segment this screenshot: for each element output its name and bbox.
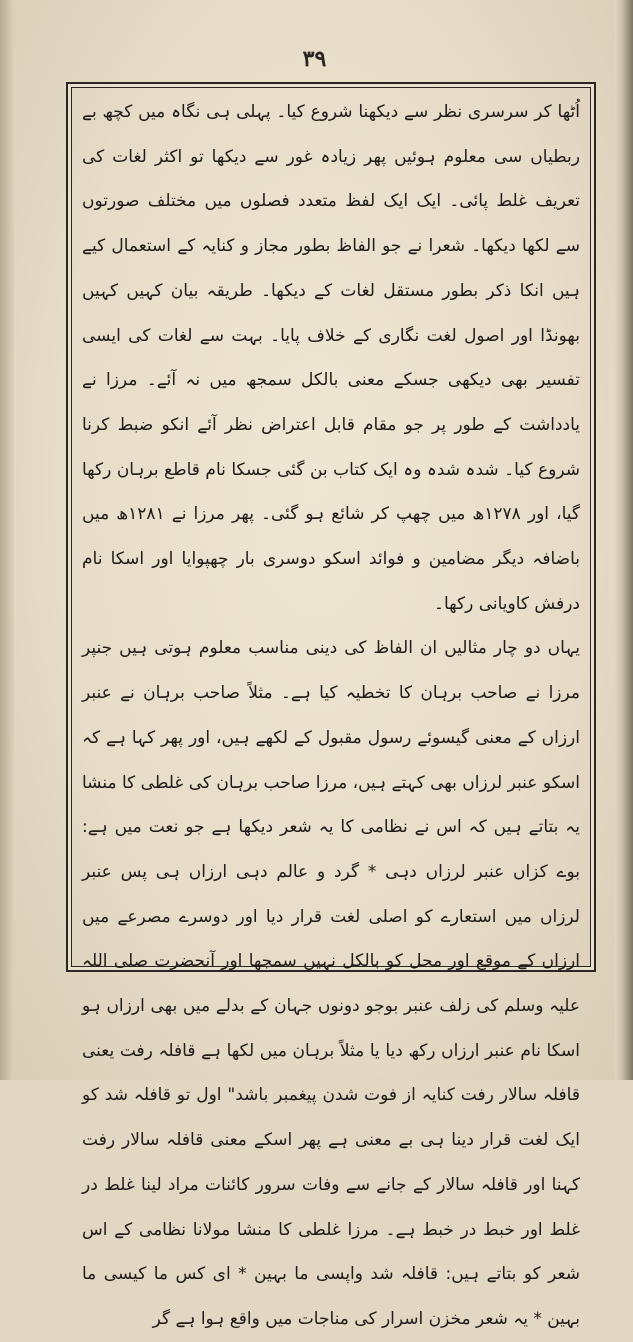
paragraph-2: یہاں دو چار مثالیں ان الفاظ کی دینی مناسب معلوم ہوتی ہیں جنپر مرزا نے صاحب برہان کا تخطیہ کیا ہے۔ مثلاً صاحب برہان نے عنبر ارزاں کے معنی گیسوئے رسول مقبول کے لکھے ہیں، اور پھر کہا ہے کہ اسکو عنبر لرزاں بھی کہتے ہیں، مرزا صاحب برہان کی غلطی کا منشا یہ بتاتے ہیں کہ اس نے نظامی کا یہ شعر دیکھا ہے جو نعت میں ہے: بوے کزاں عنبر لرزاں دہی * گرد و عالم دہی ارزاں ہی پس عنبر لرزاں میں استعارے کو اصلی لغت قرار دیا اور دوسرے مصرعے میں ارزاں کے موقع اور محل کو بالکل نہیں سمجھا اور آنحضرت صلی اللہ علیہ وسلم کی زلف عنبر بوجو دونوں جہان کے بدلے میں بھی ارزاں ہو اسکا نام عنبر ارزاں رکھ دیا یا مثلاً برہان میں لکھا ہے قافلہ رفت یعنی قافلہ سالار رفت کنایہ از فوت شدن پیغمبر باشد" اول تو قافلہ شد کو ایک لغت قرار دینا ہی بے معنی ہے پھر اسکے معنی قافلہ سالار رفت کہنا اور قافلہ سالار کے جانے سے وفات سرور کائنات مراد لینا غلط در غلط اور خبط در خبط ہے۔ مرزا غلطی کا منشا مولانا نظامی کے اس شعر کو بتاتے ہیں: قافلہ شد واپسی ما بہین * ای کس ما کیسی ما بہین * یہ شعر مخزن اسرار کی مناجات میں واقع ہوا ہے گر (82, 638, 580, 1329)
scan-left-edge (0, 0, 14, 1080)
book-page (14, 0, 615, 1329)
text-frame (66, 82, 596, 1329)
paragraph-1: اُٹھا کر سرسری نظر سے دیکھنا شروع کیا۔ پہلی ہی نگاہ میں کچھ بے ربطیاں سی معلوم ہوئیں پھر زیادہ غور سے دیکھا تو اکثر لغات کی تعریف غلط پائی۔ ایک ایک لفظ متعدد فصلوں میں مختلف صورتوں سے لکھا دیکھا۔ شعرا نے جو الفاظ بطور مجاز و کنایہ کے استعمال کیے ہیں انکا ذکر بطور مستقل لغات کے دیکھا۔ طریقہ بیان کہیں کہیں بھونڈا اور اصول لغت نگاری کے خلاف پایا۔ بہت سے لغات کی ایسی تفسیر بھی دیکھی جسکے معنی بالکل سمجھ میں نہ آئے۔ مرزا نے یادداشت کے طور پر جو مقام قابل اعتراض نظر آئے انکو ضبط کرنا شروع کیا۔ شدہ شدہ وہ ایک کتاب بن گئی جسکا نام قاطع برہان رکھا گیا، اور ۱۲۷۸ھ میں چھپ کر شائع ہو گئی۔ پھر مرزا نے ۱۲۸۱ھ میں باضافہ دیگر مضامین و فوائد اسکو دوسری بار چھپوایا اور اسکا نام درفش کاویانی رکھا۔ (82, 102, 580, 614)
scan-right-edge (615, 0, 633, 1080)
text-body (82, 90, 580, 1329)
page-number: ۳۹ (302, 46, 327, 72)
